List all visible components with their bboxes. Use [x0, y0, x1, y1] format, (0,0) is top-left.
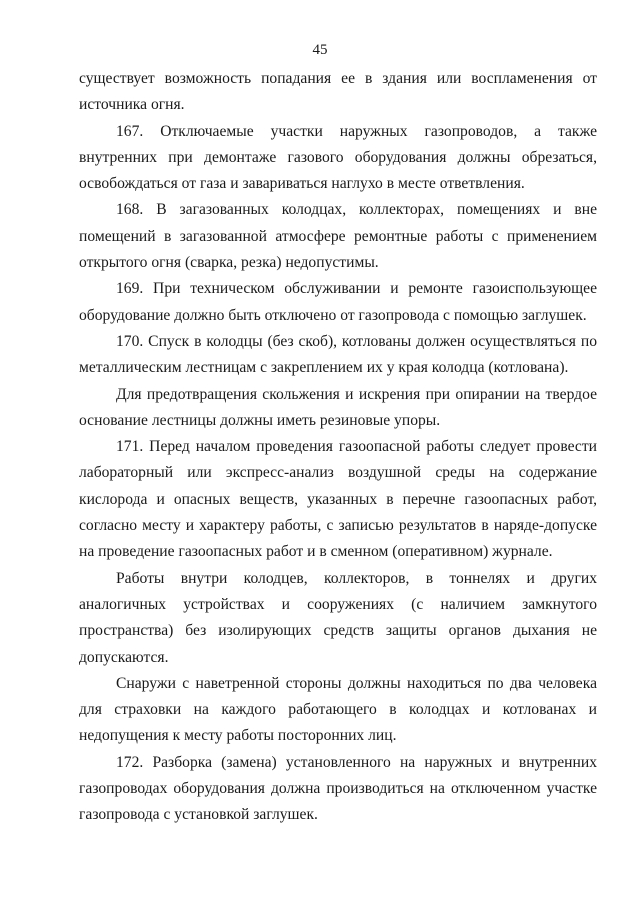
paragraph-170-ladders: Для предотвращения скольжения и искрения при опирании на твердое основание лестницы должны иметь резиновые упоры.: [79, 385, 597, 429]
paragraph-172: 172. Разборка (замена) установленного на наружных и внутренних газопроводах оборудования должна производиться на отключенном участке газопровода с установкой заглушек.: [79, 753, 597, 824]
paragraph-170: 170. Спуск в колодцы (без скоб), котлованы должен осуществляться по металлическим лестницам с закреплением их у края колодца (котлована).: [79, 332, 597, 377]
paragraph-167: 167. Отключаемые участки наружных газопроводов, а также внутренних при демонтаже газового оборудования должны обрезаться, освобождаться от газа и завариваться наглухо в месте ответвления.: [79, 122, 597, 193]
paragraph-171-enclosed-spaces: Работы внутри колодцев, коллекторов, в тоннелях и других аналогичных устройствах и сооружениях (с наличием замкнутого пространства) без изолирующих средств защиты органов дыхания не допускаются.: [79, 569, 597, 666]
page-number: 45: [312, 42, 328, 58]
document-body: [79, 66, 597, 829]
paragraph-169: 169. При техническом обслуживании и ремонте газоиспользующее оборудование должно быть отключено от газопровода с помощью заглушек.: [79, 280, 597, 324]
paragraph-171: 171. Перед началом проведения газоопасной работы следует провести лабораторный или экспресс-анализ воздушной среды на содержание кислорода и опасных веществ, указанных в перечне газоопасных работ, согласно месту и характеру работы, с записью результатов в наряде-допуске на проведение газоопасных работ и в сменном (оперативном) журнале.: [79, 438, 597, 561]
paragraph-171-safety-observers: Снаружи с наветренной стороны должны находиться по два человека для страховки на каждого работающего в колодцах и котлованах и недопущения к месту работы посторонних лиц.: [79, 674, 597, 745]
paragraph-continuation: существует возможность попадания ее в здания или воспламенения от источника огня.: [79, 70, 597, 114]
paragraph-168: 168. В загазованных колодцах, коллекторах, помещениях и вне помещений в загазованной атмосфере ремонтные работы с применением открытого огня (сварка, резка) недопустимы.: [79, 201, 597, 272]
